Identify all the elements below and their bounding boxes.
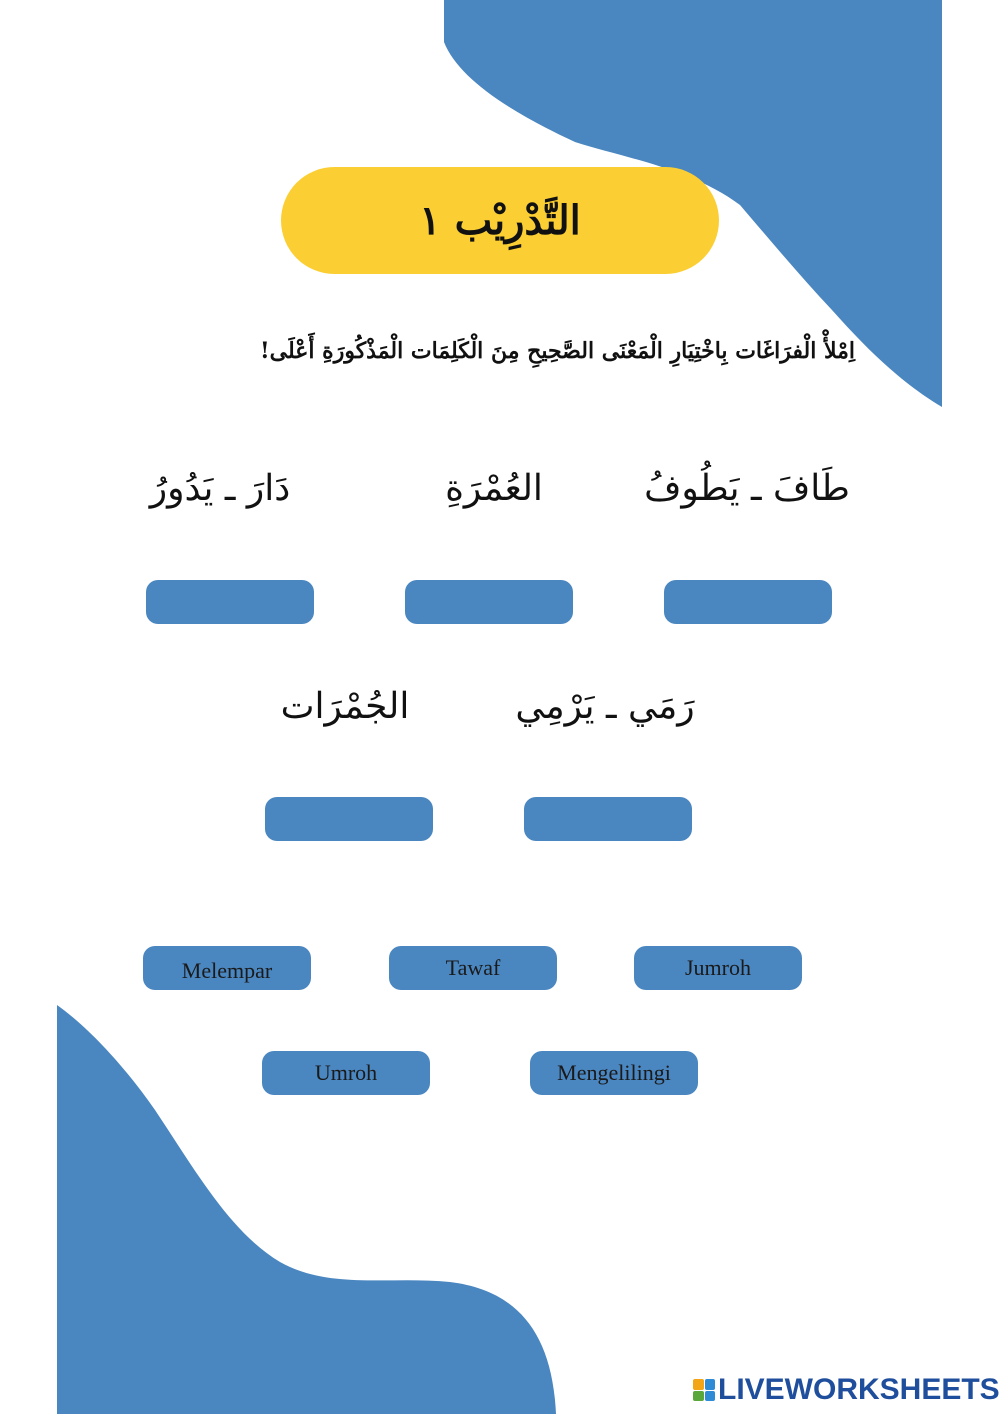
option-chip-mengelilingi[interactable]: Mengelilingi	[530, 1051, 698, 1095]
instruction-text: اِمْلأْ الْفرَاغَات بِاخْتِيَارِ الْمَعْنَى الصَّحِيحِ مِنَ الْكَلِمَات الْمَذْكُورَةِ أَعْلَى!	[260, 338, 855, 364]
answer-slot-3[interactable]	[146, 580, 314, 624]
option-chip-umroh[interactable]: Umroh	[262, 1051, 430, 1095]
answer-slot-1[interactable]	[664, 580, 832, 624]
word-tafa-yatufu: طَافَ ـ يَطُوفُ	[644, 468, 850, 509]
brand-name: LIVEWORKSHEETS	[718, 1373, 1000, 1406]
option-chip-melempar[interactable]: Melempar	[143, 946, 311, 990]
answer-slot-2[interactable]	[405, 580, 573, 624]
answer-slot-5[interactable]	[265, 797, 433, 841]
word-jamarat: الجُمْرَات	[280, 686, 410, 727]
word-umrah: العُمْرَةِ	[445, 468, 543, 509]
liveworksheets-logo	[693, 1374, 1000, 1406]
word-dara-yaduru: دَارَ ـ يَدُورُ	[149, 468, 291, 509]
answer-slot-4[interactable]	[524, 797, 692, 841]
word-rama-yarmi: رَمَي ـ يَرْمِي	[515, 686, 695, 727]
liveworksheets-mark-icon	[693, 1379, 715, 1401]
option-chip-jumroh[interactable]: Jumroh	[634, 946, 802, 990]
option-chip-tawaf[interactable]: Tawaf	[389, 946, 557, 990]
exercise-title: التَّدْرِيْب ١	[281, 167, 719, 274]
